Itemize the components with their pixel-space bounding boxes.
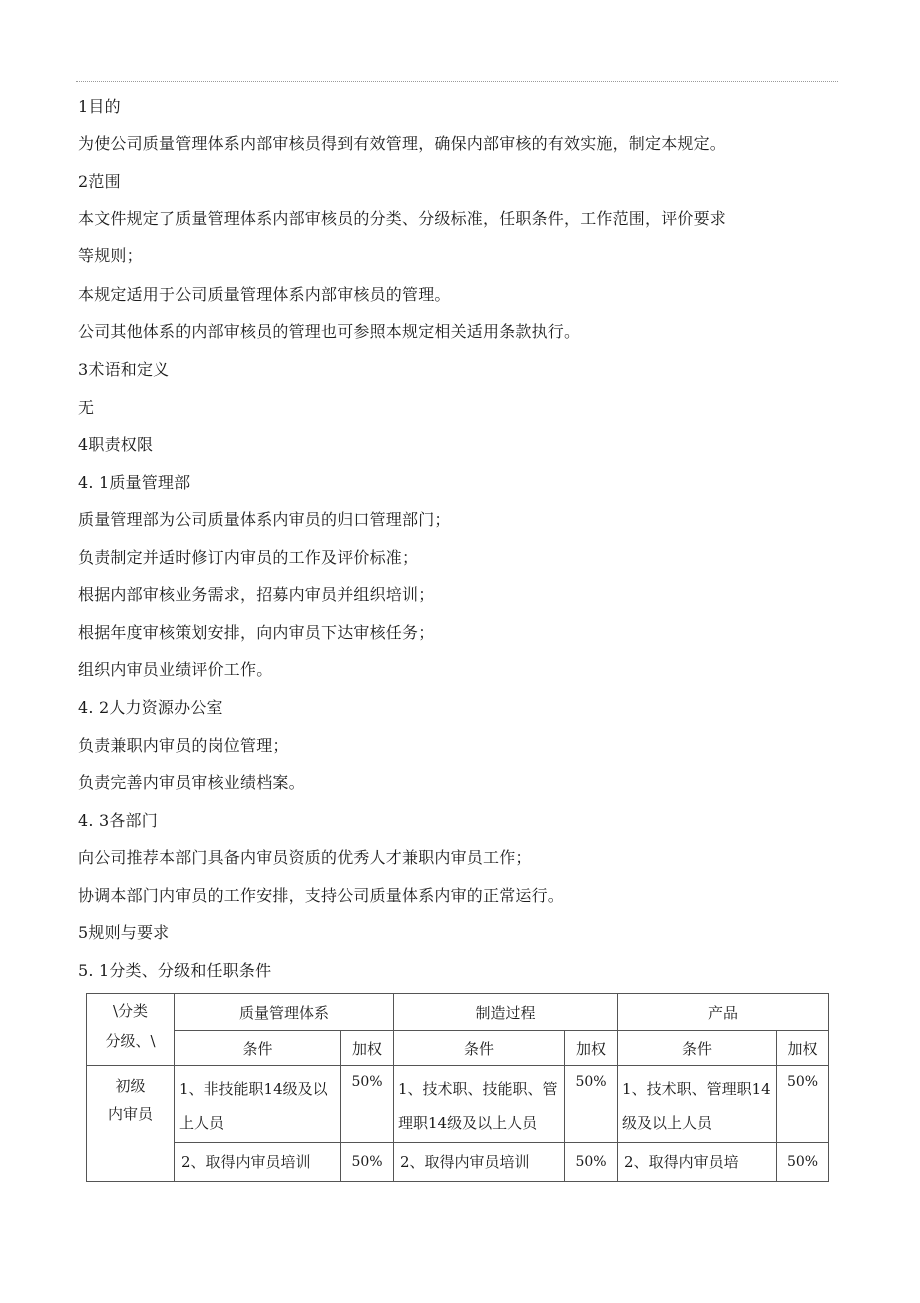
terms-text: 无 (78, 398, 95, 417)
quality-weight-cell: 50% (341, 1143, 394, 1182)
scope-text-line2: 等规则； (78, 246, 143, 265)
quality-dept-duty-1: 质量管理部为公司质量体系内审员的归口管理部门； (78, 510, 451, 529)
quality-condition-cell (175, 1066, 341, 1143)
hr-duty-2: 负责完善内审员审核业绩档案。 (78, 773, 305, 792)
table-corner-cell (87, 994, 175, 1066)
quality-dept-duty-4: 根据年度审核策划安排，向内审员下达审核任务； (78, 623, 435, 642)
weight-header: 加权 (341, 1031, 394, 1066)
subsection-quality-dept: 4. 1质量管理部 (78, 473, 191, 492)
weight-header: 加权 (777, 1031, 829, 1066)
scope-other-systems: 公司其他体系的内部审核员的管理也可参照本规定相关适用条款执行。 (78, 322, 581, 341)
quality-dept-duty-3: 根据内部审核业务需求，招募内审员并组织培训； (78, 585, 435, 604)
subsection-classification: 5. 1分类、分级和任职条件 (78, 961, 272, 980)
table-subheader-row (87, 1031, 829, 1066)
category-header-quality-system: 质量管理体系 (175, 994, 394, 1031)
quality-condition-text: 1、非技能职14级及以上人员 (179, 1080, 328, 1132)
quality-dept-duty-5: 组织内审员业绩评价工作。 (78, 660, 273, 679)
product-condition-text: 1、技术职、管理职14级及以上人员 (622, 1080, 771, 1132)
subsection-hr-office: 4. 2人力资源办公室 (78, 698, 223, 717)
product-weight-cell: 50% (777, 1066, 829, 1143)
level-label-line2: 内审员 (107, 1105, 153, 1123)
classification-table (86, 993, 829, 1182)
product-weight-cell: 50% (777, 1143, 829, 1182)
condition-header: 条件 (618, 1031, 777, 1066)
category-header-manufacturing-process: 制造过程 (394, 994, 618, 1031)
departments-duty-1: 向公司推荐本部门具备内审员资质的优秀人才兼职内审员工作； (78, 848, 532, 867)
section-heading-duties: 4职责权限 (78, 435, 154, 454)
table-header-row (87, 994, 829, 1031)
process-weight-cell: 50% (565, 1066, 618, 1143)
quality-weight-cell: 50% (341, 1066, 394, 1143)
condition-header: 条件 (175, 1031, 341, 1066)
purpose-text: 为使公司质量管理体系内部审核员得到有效管理，确保内部审核的有效实施，制定本规定。 (78, 134, 727, 153)
category-header-product: 产品 (618, 994, 829, 1031)
scope-applicability: 本规定适用于公司质量管理体系内部审核员的管理。 (78, 285, 451, 304)
process-weight-cell: 50% (565, 1143, 618, 1182)
hr-duty-1: 负责兼职内审员的岗位管理； (78, 736, 289, 755)
corner-label-category: \分类 (112, 1002, 149, 1020)
scope-text-line1: 本文件规定了质量管理体系内部审核员的分类、分级标准，任职条件，工作范围，评价要求 (78, 209, 727, 228)
departments-duty-2: 协调本部门内审员的工作安排，支持公司质量体系内审的正常运行。 (78, 886, 565, 905)
table-row (87, 1066, 829, 1143)
table-row (87, 1143, 829, 1182)
section-heading-purpose: 1目的 (78, 97, 121, 116)
product-condition-cell: 2、取得内审员培 (618, 1143, 777, 1182)
corner-label-level: 分级、\ (105, 1032, 156, 1050)
quality-dept-duty-2: 负责制定并适时修订内审员的工作及评价标准； (78, 548, 419, 567)
quality-condition-cell: 2、取得内审员培训 (175, 1143, 341, 1182)
section-heading-rules: 5规则与要求 (78, 923, 170, 942)
subsection-departments: 4. 3各部门 (78, 811, 158, 830)
product-condition-cell (618, 1066, 777, 1143)
weight-header: 加权 (565, 1031, 618, 1066)
process-condition-text: 1、技术职、技能职、管理职14级及以上人员 (398, 1080, 558, 1132)
section-heading-terms: 3术语和定义 (78, 360, 170, 379)
section-heading-scope: 2范围 (78, 172, 121, 191)
condition-header: 条件 (394, 1031, 565, 1066)
level-cell-junior-auditor (87, 1066, 175, 1182)
level-label-line1: 初级 (115, 1077, 146, 1095)
process-condition-cell (394, 1066, 565, 1143)
header-rule (76, 81, 838, 82)
process-condition-cell: 2、取得内审员培训 (394, 1143, 565, 1182)
